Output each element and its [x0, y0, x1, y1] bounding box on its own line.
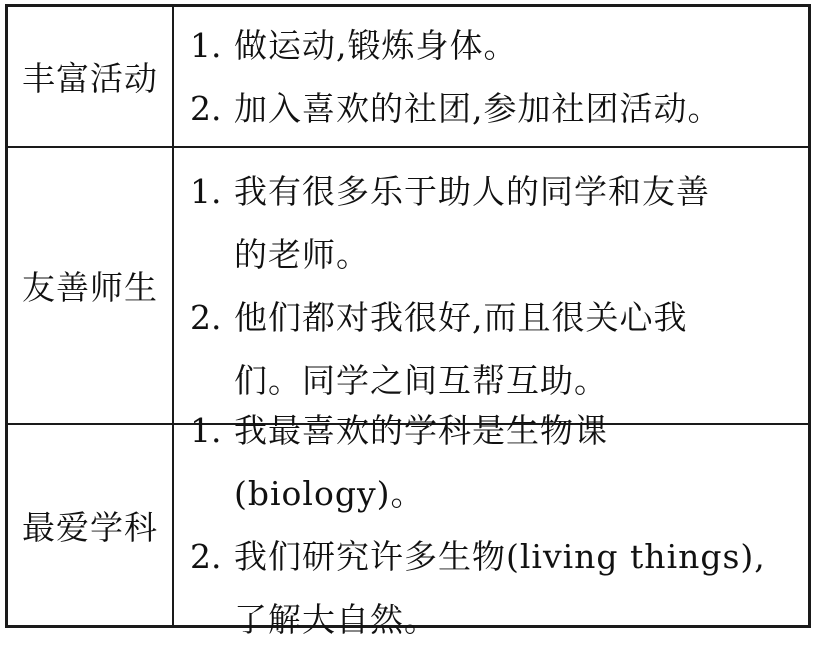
list-item [190, 525, 798, 651]
row-heading: 最爱学科 [8, 425, 174, 625]
item-text: 我们研究许多生物(living things), 了解大自然。 [234, 537, 766, 639]
table-row [8, 7, 808, 148]
list-item [190, 399, 798, 525]
row-items [174, 7, 808, 146]
item-text: 加入喜欢的社团,参加社团活动。 [234, 88, 722, 128]
row-heading: 友善师生 [8, 148, 174, 423]
item-text: 他们都对我很好,而且很关心我 们。同学之间互帮互助。 [234, 297, 688, 400]
item-text: 做运动,锻炼身体。 [234, 25, 518, 65]
item-text: 我有很多乐于助人的同学和友善 的老师。 [234, 171, 710, 274]
table-row [8, 411, 808, 639]
list-item [190, 286, 798, 412]
list-item [190, 160, 798, 286]
item-number: 2. [190, 297, 222, 337]
item-number: 2. [190, 537, 222, 576]
list-item [190, 77, 798, 140]
item-number: 1. [190, 25, 222, 65]
list-item [190, 14, 798, 77]
item-text: 我最喜欢的学科是生物课(biology)。 [234, 411, 608, 513]
table-row [8, 148, 808, 425]
info-table [5, 4, 811, 639]
item-number: 1. [190, 171, 222, 211]
row-heading: 丰富活动 [8, 7, 174, 146]
item-number: 2. [190, 88, 222, 128]
item-number: 1. [190, 411, 222, 450]
row-items [174, 148, 808, 423]
row-items [174, 411, 808, 639]
